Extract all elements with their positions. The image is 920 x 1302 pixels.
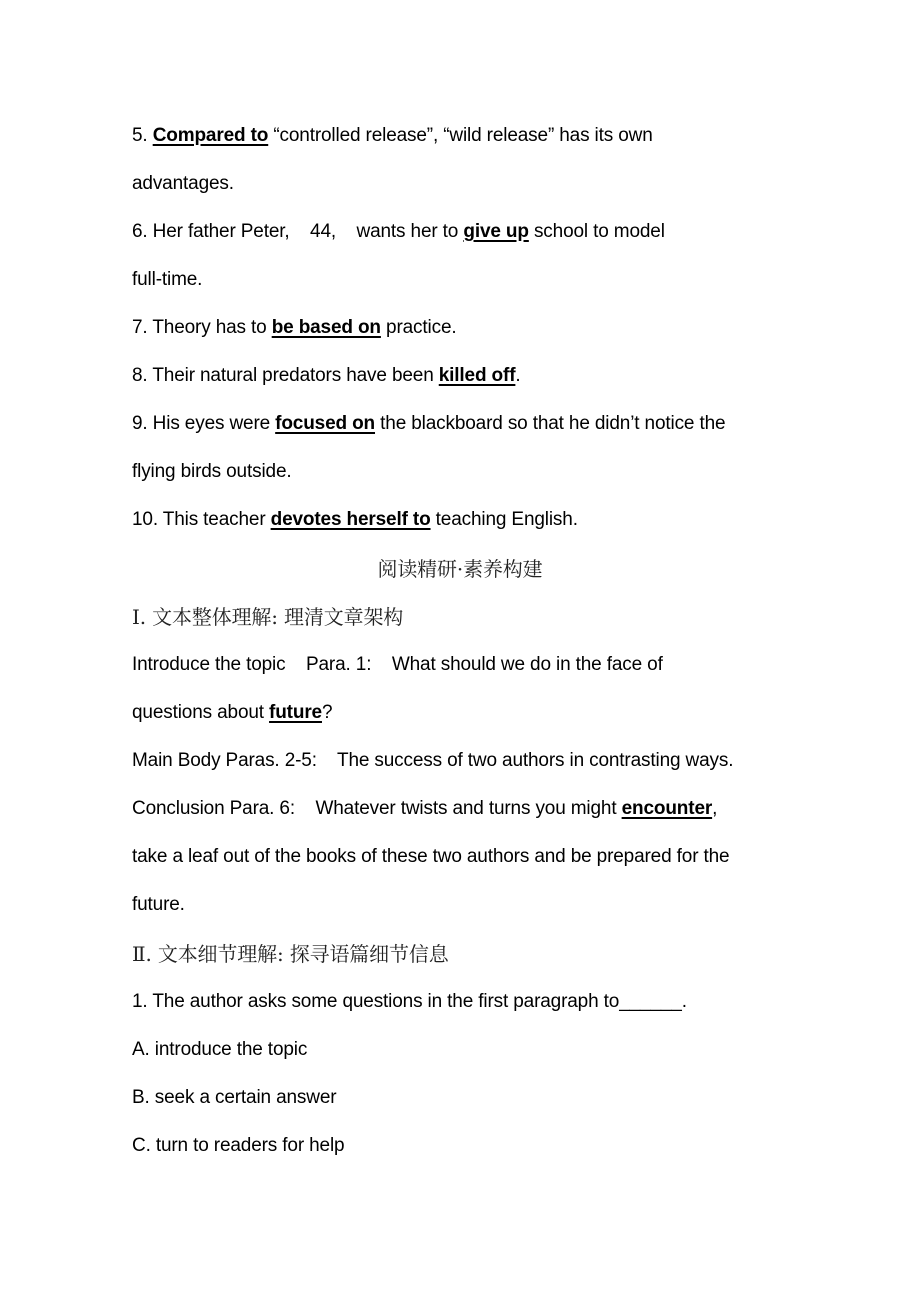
- key-phrase: give up: [463, 221, 529, 242]
- sentence-8: [132, 363, 521, 389]
- sentence-text: 5.: [132, 125, 153, 146]
- section-title: 阅读精研·素养构建: [377, 557, 543, 581]
- key-phrase: Compared to: [152, 125, 269, 146]
- key-phrase: devotes herself to: [270, 509, 431, 530]
- sentence-10: [132, 507, 578, 533]
- sentence-9-line-1: [132, 411, 725, 437]
- question-1: 1. The author asks some questions in the first paragraph to______.: [132, 991, 687, 1012]
- sentence-text: ?: [321, 702, 333, 723]
- option-b: B. seek a certain answer: [132, 1087, 337, 1108]
- sentence-text: 7. Theory has to: [132, 317, 272, 338]
- option-a: A. introduce the topic: [132, 1039, 308, 1060]
- key-word: future: [269, 702, 322, 723]
- sentence-5-line-1: [132, 123, 653, 149]
- sentence-text: 10. This teacher: [132, 509, 271, 530]
- sentence-text: Conclusion Para. 6: Whatever twists and turns you might: [132, 798, 622, 819]
- sentence-text: school to model: [528, 221, 665, 242]
- sentence-text: ,: [712, 798, 718, 819]
- structure-conclusion-line-1: [132, 796, 717, 822]
- sentence-text: 8. Their natural predators have been: [132, 365, 439, 386]
- part-1-heading: Ⅰ. 文本整体理解: 理清文章架构: [132, 605, 404, 629]
- structure-conclusion-line-3: future.: [132, 894, 185, 915]
- part-2-heading: Ⅱ. 文本细节理解: 探寻语篇细节信息: [132, 942, 449, 966]
- structure-intro-line-1: Introduce the topic Para. 1: What should we do in the face of: [132, 654, 663, 675]
- sentence-text: questions about: [132, 702, 270, 723]
- option-c: C. turn to readers for help: [132, 1135, 345, 1156]
- structure-body-line: Main Body Paras. 2-5: The success of two authors in contrasting ways.: [132, 750, 734, 771]
- sentence-7: [132, 315, 457, 341]
- sentence-text: practice.: [380, 317, 457, 338]
- sentence-6-line-2: full-time.: [132, 269, 203, 290]
- key-phrase: killed off: [438, 365, 516, 386]
- sentence-9-line-2: flying birds outside.: [132, 461, 292, 482]
- sentence-6-line-1: [132, 219, 665, 245]
- key-word: encounter: [621, 798, 713, 819]
- key-phrase: be based on: [271, 317, 381, 338]
- sentence-text: teaching English.: [430, 509, 578, 530]
- sentence-text: 9. His eyes were: [132, 413, 276, 434]
- structure-conclusion-line-2: take a leaf out of the books of these two authors and be prepared for the: [132, 846, 730, 867]
- sentence-text: the blackboard so that he didn’t notice the: [375, 413, 726, 434]
- key-phrase: focused on: [275, 413, 376, 434]
- sentence-text: .: [515, 365, 521, 386]
- sentence-text: “controlled release”, “wild release” has its own: [268, 125, 653, 146]
- sentence-text: 6. Her father Peter, 44, wants her to: [132, 221, 464, 242]
- structure-intro-line-2: [132, 700, 332, 726]
- sentence-5-line-2: advantages.: [132, 173, 234, 194]
